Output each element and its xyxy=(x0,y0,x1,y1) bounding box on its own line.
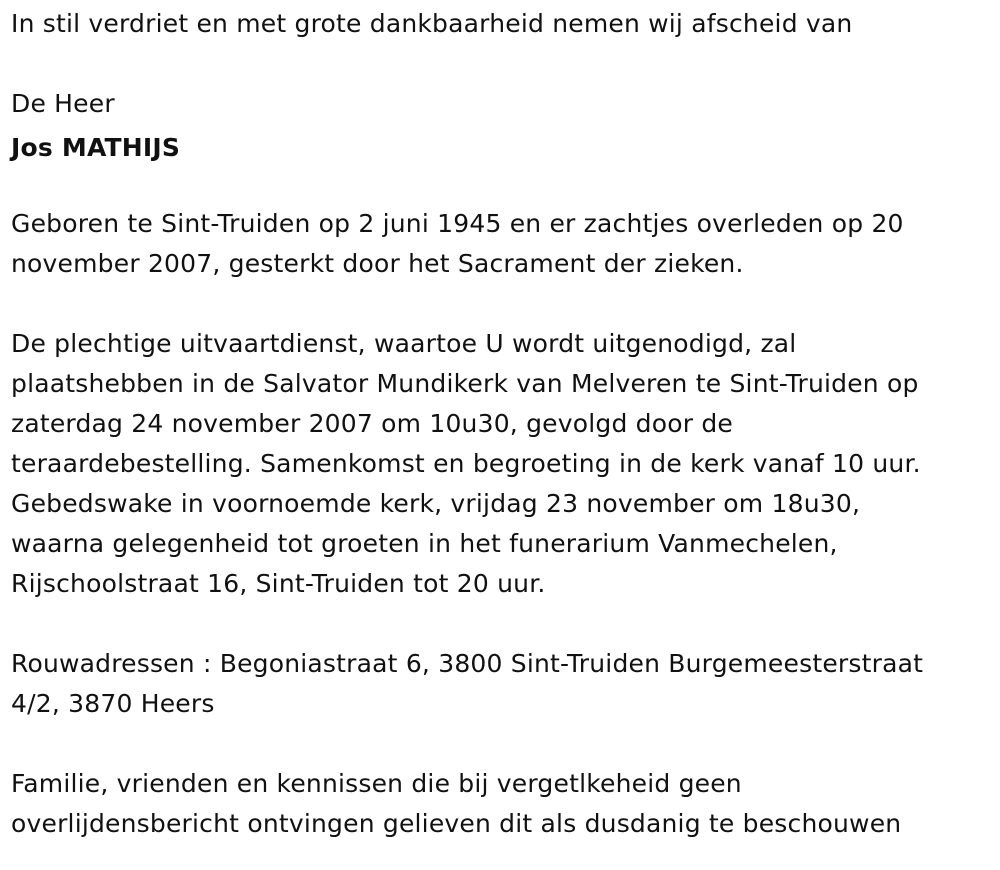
paragraph-line: november 2007, gesterkt door het Sacrament der zieken. xyxy=(11,249,744,278)
addresses-paragraph xyxy=(11,644,1000,724)
paragraph-line: Rouwadressen : Begoniastraat 6, 3800 Sint-Truiden Burgemeesterstraat xyxy=(11,649,924,678)
paragraph-line: 4/2, 3870 Heers xyxy=(11,689,215,718)
paragraph-line: Geboren te Sint-Truiden op 2 juni 1945 en er zachtjes overleden op 20 xyxy=(11,209,904,238)
service-paragraph xyxy=(11,324,1000,604)
deceased-name: Jos MATHIJS xyxy=(11,133,181,162)
spacer xyxy=(11,284,1000,324)
intro-text: In stil verdriet en met grote dankbaarheid nemen wij afscheid van xyxy=(11,9,853,38)
honorific-text: De Heer xyxy=(11,89,115,118)
notice-body xyxy=(11,4,1000,844)
paragraph-line: waarna gelegenheid tot groeten in het funerarium Vanmechelen, xyxy=(11,529,838,558)
spacer xyxy=(11,44,1000,84)
spacer xyxy=(11,164,1000,204)
birth-paragraph xyxy=(11,204,1000,284)
paragraph-line: zaterdag 24 november 2007 om 10u30, gevolgd door de xyxy=(11,409,734,438)
closing-paragraph xyxy=(11,764,1000,844)
spacer xyxy=(11,724,1000,764)
paragraph-line: Familie, vrienden en kennissen die bij vergetlkeheid geen xyxy=(11,769,742,798)
paragraph-line: plaatshebben in de Salvator Mundikerk van Melveren te Sint-Truiden op xyxy=(11,369,919,398)
paragraph-line: teraardebestelling. Samenkomst en begroeting in de kerk vanaf 10 uur. xyxy=(11,449,921,478)
paragraph-line: Gebedswake in voornoemde kerk, vrijdag 23 november om 18u30, xyxy=(11,489,861,518)
paragraph-line: Rijschoolstraat 16, Sint-Truiden tot 20 uur. xyxy=(11,569,546,598)
spacer xyxy=(11,604,1000,644)
paragraph-line: De plechtige uitvaartdienst, waartoe U wordt uitgenodigd, zal xyxy=(11,329,797,358)
paragraph-line: overlijdensbericht ontvingen gelieven dit als dusdanig te beschouwen xyxy=(11,809,902,838)
